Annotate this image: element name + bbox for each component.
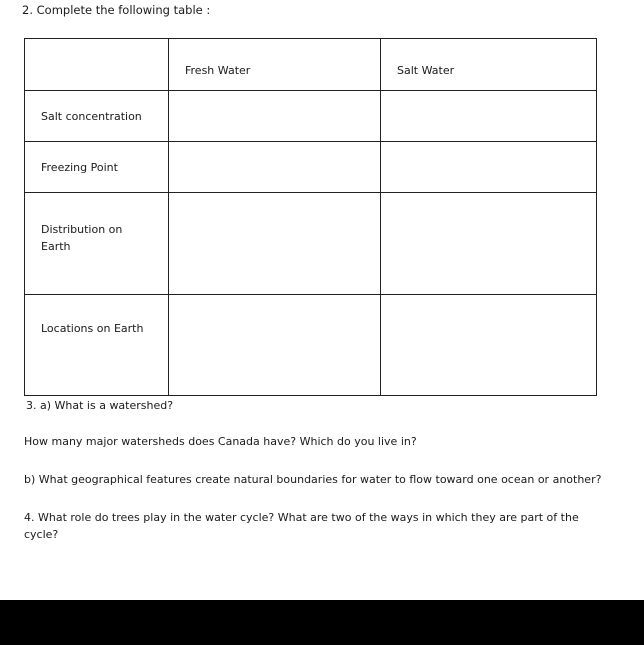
- answer-cell-fresh-distribution[interactable]: [169, 193, 381, 295]
- column-header-fresh-water: Fresh Water: [169, 39, 381, 91]
- question-3a: 3. a) What is a watershed?: [26, 399, 174, 412]
- answer-cell-fresh-locations[interactable]: [169, 295, 381, 396]
- table-row: [25, 295, 597, 396]
- column-header-salt-water: Salt Water: [381, 39, 597, 91]
- table-row: [25, 142, 597, 193]
- answer-cell-salt-distribution[interactable]: [381, 193, 597, 295]
- row-label-distribution-line-2: Earth: [41, 240, 71, 253]
- row-label-freezing-point: Freezing Point: [25, 142, 169, 193]
- bottom-black-band: [0, 600, 644, 645]
- row-label-distribution-line-1: Distribution on: [41, 223, 123, 236]
- comparison-table: [24, 38, 597, 396]
- answer-cell-fresh-freezing-point[interactable]: [169, 142, 381, 193]
- question-3b: b) What geographical features create natural boundaries for water to flow toward one ocean or another?: [24, 473, 602, 486]
- answer-cell-salt-salt-concentration[interactable]: [381, 91, 597, 142]
- question-4: 4. What role do trees play in the water cycle? What are two of the ways in which they are part of the cycle?: [24, 511, 579, 541]
- question-3-watersheds: How many major watersheds does Canada have? Which do you live in?: [24, 435, 417, 448]
- row-label-locations: Locations on Earth: [25, 295, 169, 396]
- row-label-distribution: [25, 193, 169, 295]
- answer-cell-fresh-salt-concentration[interactable]: [169, 91, 381, 142]
- table-header-row: [25, 39, 597, 91]
- table-row: [25, 91, 597, 142]
- answer-cell-salt-locations[interactable]: [381, 295, 597, 396]
- table-corner-cell: [25, 39, 169, 91]
- row-label-salt-concentration: Salt concentration: [25, 91, 169, 142]
- answer-cell-salt-freezing-point[interactable]: [381, 142, 597, 193]
- question-2-heading: 2. Complete the following table :: [22, 3, 211, 17]
- table-row: [25, 193, 597, 295]
